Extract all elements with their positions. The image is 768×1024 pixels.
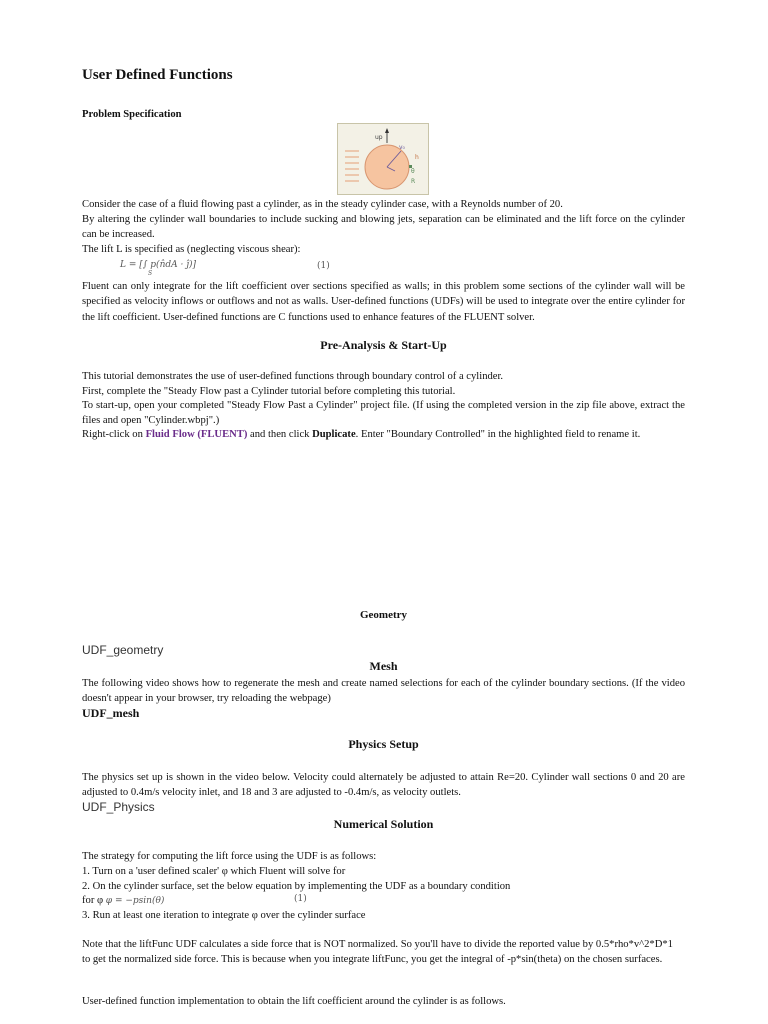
pre-analysis-p1: This tutorial demonstrates the use of user-defined functions through boundary control of a cylinder.	[82, 371, 504, 382]
mesh-heading: Mesh	[369, 659, 398, 673]
udf-geometry-video[interactable]: UDF_geometry	[82, 643, 164, 657]
pre-analysis-p4-b: and then click	[247, 429, 313, 440]
numerical-step2-for	[82, 893, 685, 909]
fluid-flow-link[interactable]: Fluid Flow (FLUENT)	[145, 429, 248, 440]
problem-p1: Consider the case of a fluid flowing past a cylinder, as in the steady cylinder case, with a Reynolds number of 20.	[82, 199, 563, 210]
numerical-last: User-defined function implementation to obtain the lift coefficient around the cylinder is as follows.	[82, 996, 506, 1007]
numerical-p1: The strategy for computing the lift force using the UDF is as follows:	[82, 851, 377, 862]
cylinder-diagram	[337, 123, 429, 195]
physics-p1: The physics set up is shown in the video below. Velocity could alternately be adjusted to attain Re=20. Cylinder wall sections 0 and 20 are adjusted to 0.4m/s velocity inlet, and 18 and 3 are adjusted to -0.4m/s, as velocity outlets.	[82, 772, 685, 799]
udf-mesh-video[interactable]: UDF_mesh	[82, 706, 140, 720]
numerical-step3: 3. Run at least one iteration to integrate φ over the cylinder surface	[82, 910, 366, 921]
problem-spec-heading: Problem Specification	[82, 109, 182, 120]
phi-equation-number: (1)	[294, 894, 307, 904]
pre-analysis-p4	[82, 427, 685, 442]
diagram-label-up: up	[375, 134, 383, 141]
lift-equation-number: (1)	[317, 261, 330, 271]
problem-p4: Fluent can only integrate for the lift coefficient over sections specified as walls; in this problem some sections of the cylinder wall will be specified as velocity inflows or outflows and not as walls. User-defined functions (UDFs) will be used to integrate over the entire cylinder for the lift coefficient. User-defined functions are C functions used to enhance features of the FLUENT solver.	[82, 281, 685, 323]
lift-equation-subscript: S	[148, 270, 153, 277]
pre-analysis-p3: To start-up, open your completed "Steady Flow Past a Cylinder" project file. (If using the completed version in the zip file above, extract the files and open "Cylinder.wbpj".)	[82, 400, 685, 427]
pre-analysis-p2: First, complete the "Steady Flow past a Cylinder tutorial before completing this tutorial.	[82, 386, 456, 397]
diagram-label-angle: θ	[411, 168, 415, 175]
pre-analysis-p4-c: . Enter "Boundary Controlled" in the highlighted field to rename it.	[355, 429, 641, 440]
problem-p3: The lift L is specified as (neglecting viscous shear):	[82, 244, 301, 255]
physics-heading: Physics Setup	[348, 737, 419, 751]
page-title: User Defined Functions	[82, 67, 233, 83]
phi-equation: φ = −psin(θ)	[105, 896, 165, 906]
diagram-label-r: R	[411, 178, 416, 185]
numerical-step2: 2. On the cylinder surface, set the below equation by implementing the UDF as a boundary condition	[82, 881, 511, 892]
numerical-step1: 1. Turn on a 'user defined scaler' φ which Fluent will solve for	[82, 866, 346, 877]
diagram-label-h: h	[415, 154, 419, 161]
diagram-label-vel: v₀	[399, 144, 405, 151]
udf-physics-video[interactable]: UDF_Physics	[82, 800, 155, 814]
problem-p2: By altering the cylinder wall boundaries to include sucking and blowing jets, separation can be eliminated and the lift force on the cylinder can be increased.	[82, 214, 685, 241]
lift-equation: L = [∫ p(n̂dA · ĵ)]	[120, 260, 197, 270]
step2-for-label: for φ	[82, 895, 104, 906]
numerical-note: Note that the liftFunc UDF calculates a side force that is NOT normalized. So you'll have to divide the reported value by 0.5*rho*v^2*D*1 to get the normalized side force. This is because when you integrate liftFunc, you get the integral of -p*sin(theta) on the chosen surfaces.	[82, 939, 673, 966]
pre-analysis-heading: Pre-Analysis & Start-Up	[320, 338, 447, 352]
cylinder-diagram-svg	[337, 123, 429, 195]
duplicate-bold: Duplicate	[312, 429, 356, 440]
pre-analysis-p4-a: Right-click on	[82, 429, 146, 440]
geometry-heading: Geometry	[359, 609, 408, 621]
numerical-heading: Numerical Solution	[333, 817, 434, 831]
mesh-p1: The following video shows how to regenerate the mesh and create named selections for each of the cylinder boundary sections. (If the video doesn't appear in your browser, try reloading the webpage)	[82, 678, 685, 705]
